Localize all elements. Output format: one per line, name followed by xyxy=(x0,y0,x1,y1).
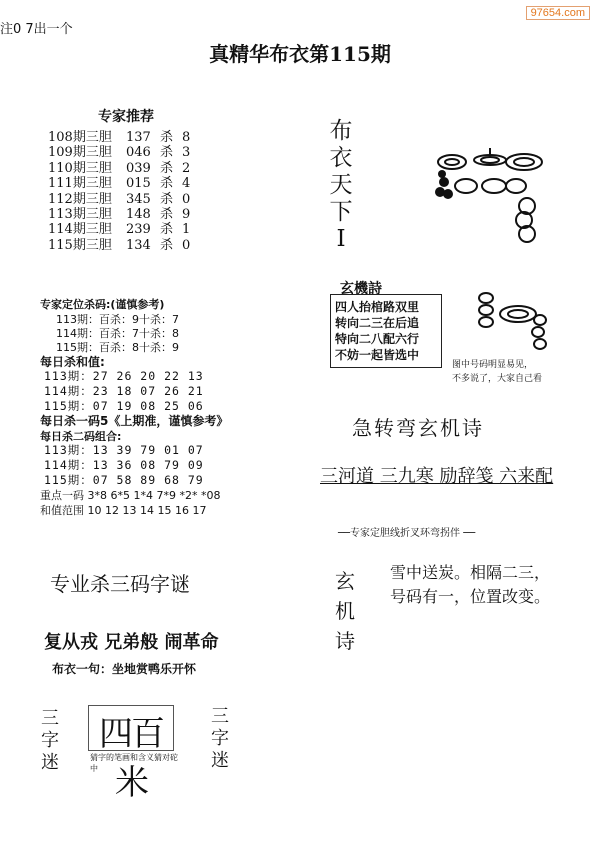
position-kill-row: 113期：百杀：9十杀：7 xyxy=(56,313,179,326)
sum-range: 和值范围 10 12 13 14 15 16 17 xyxy=(40,504,207,517)
recommend-nums: 137 xyxy=(126,130,151,145)
daily-sum-row: 114期：23 18 07 26 21 xyxy=(44,384,204,398)
recommend-k: 1 xyxy=(182,222,191,238)
riddle-box-text: 四百米 xyxy=(99,714,163,803)
page-title: 真精华布衣第115期 xyxy=(209,42,391,66)
recommend-kill: 杀 xyxy=(160,191,174,207)
riddle-side-label-left: 三 字 迷 xyxy=(41,708,59,773)
poem-line: 雪中送炭。相隔二三， xyxy=(390,563,551,582)
daily-two-row: 114期：13 36 08 79 09 xyxy=(44,458,204,472)
recommend-k: 3 xyxy=(182,145,191,161)
caption-line: 不多说了，大家自己看 xyxy=(452,374,543,384)
riddle-title: 专业杀三码字谜 xyxy=(50,572,190,596)
recommend-kill: 杀 xyxy=(160,176,174,192)
position-kill-heading: 专家定位杀码:(谨慎参考) xyxy=(40,298,165,311)
xuanji-line: 四人抬棺路双里 xyxy=(335,300,420,314)
recommend-k: 2 xyxy=(182,160,191,176)
riddle-note: 猜字的笔画和含义猜对砣中 xyxy=(90,753,178,773)
recommend-nums: 046 xyxy=(126,145,151,161)
riddle-side-label-right: 三 字 迷 xyxy=(211,706,229,771)
daily-sum-heading: 每日杀和值: xyxy=(40,355,105,369)
recommend-period: 109期三胆 xyxy=(48,145,112,161)
xuanji-line: 转向二三在后追 xyxy=(335,316,420,330)
recommend-nums: 148 xyxy=(126,207,151,222)
daily-two-row: 115期：07 58 89 68 79 xyxy=(44,473,204,487)
daily-two-heading: 每日杀二码组合: xyxy=(40,430,122,443)
recommend-period: 113期三胆 xyxy=(48,207,112,222)
buyi-vertical-title: 布 衣 天 下 Ⅰ xyxy=(329,118,353,252)
recommend-kill: 杀 xyxy=(160,237,174,253)
key-combo: 重点一码 3*8 6*5 1*4 7*9 *2* *08 xyxy=(40,489,221,502)
recommend-kill: 杀 xyxy=(160,145,174,161)
recommend-k: 0 xyxy=(182,237,191,253)
recommend-kill: 杀 xyxy=(160,222,174,238)
recommend-period: 110期三胆 xyxy=(48,160,112,176)
recommend-nums: 039 xyxy=(126,160,151,176)
daily-sum-row: 113期：27 26 20 22 13 xyxy=(44,369,204,383)
riddle-answer: 复从戎 兄弟般 闹革命 xyxy=(44,632,219,653)
sanhe-line: 三河道 三九寒 励辞笺 六来配 xyxy=(320,466,554,487)
recommend-period: 108期三胆 xyxy=(48,130,112,145)
caption-line: 图中号码明显易见， xyxy=(452,360,534,370)
recommend-kill: 杀 xyxy=(160,207,174,222)
recommend-k: 8 xyxy=(182,130,191,145)
expert-divider: ──专家定胆线折叉环弯拐伴 ── xyxy=(338,528,476,539)
recommend-nums: 015 xyxy=(126,176,151,192)
recommend-nums: 345 xyxy=(126,191,151,207)
buyi-one-line: 布衣一句：坐地赏鸭乐开怀 xyxy=(52,662,197,676)
xuanji-vertical-title: 玄 机 诗 xyxy=(335,569,355,653)
top-note: 注0 7出一个 xyxy=(0,22,73,37)
recommend-k: 4 xyxy=(182,176,191,192)
recommend-period: 114期三胆 xyxy=(48,222,112,238)
recommend-nums: 134 xyxy=(126,237,151,253)
xuanji-line: 特向二八配六行 xyxy=(335,332,420,346)
position-kill-row: 115期：百杀：8十杀：9 xyxy=(56,341,179,354)
xuanji-line: 不妨一起皆选中 xyxy=(335,348,420,362)
recommend-k: 9 xyxy=(182,207,191,222)
picture-caption xyxy=(452,358,542,386)
xuanji-heading: 玄機詩 xyxy=(340,281,382,297)
brain-teaser-heading: 急转弯玄机诗 xyxy=(352,416,484,440)
xuanji-box xyxy=(330,294,442,368)
position-kill-row: 114期：百杀：7十杀：8 xyxy=(56,327,179,340)
ring-picture xyxy=(474,290,554,350)
recommend-nums: 239 xyxy=(126,222,151,238)
daily-one-code: 每日杀一码5《上期准，谨慎参考》 xyxy=(40,414,229,428)
recommend-row xyxy=(48,234,190,253)
poem-line: 号码有一，位置改变。 xyxy=(390,587,551,606)
recommend-kill: 杀 xyxy=(160,130,174,145)
recommend-period: 111期三胆 xyxy=(48,176,112,192)
coin-picture xyxy=(432,146,552,250)
recommend-heading: 专家推荐 xyxy=(98,109,154,125)
recommend-k: 0 xyxy=(182,191,191,207)
site-watermark: 97654.com xyxy=(526,6,590,20)
recommend-period: 112期三胆 xyxy=(48,191,112,207)
recommend-kill: 杀 xyxy=(160,160,174,176)
daily-sum-row: 115期：07 19 08 25 06 xyxy=(44,399,204,413)
recommend-period: 115期三胆 xyxy=(48,237,112,253)
daily-two-row: 113期：13 39 79 01 07 xyxy=(44,443,204,457)
